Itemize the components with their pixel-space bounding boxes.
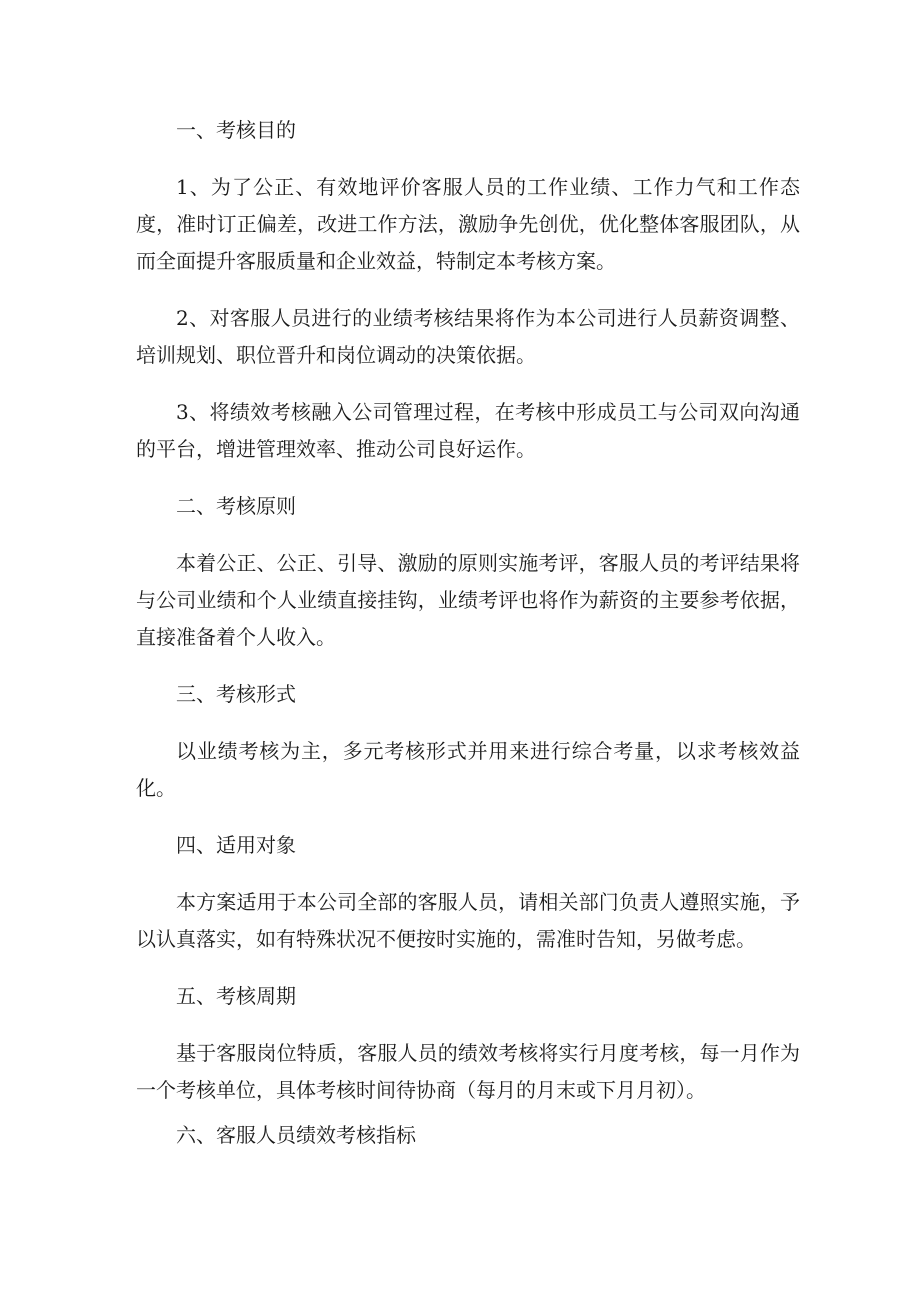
section-heading-cycle: 五、考核周期	[176, 984, 296, 1008]
section-heading-form: 三、考核形式	[176, 682, 296, 706]
section-heading-purpose: 一、考核目的	[176, 118, 296, 142]
paragraph-purpose-1: 1、为了公正、有效地评价客服人员的工作业绩、工作力气和工作态度，准时订正偏差，改进工作方法，激励争先创优，优化整体客服团队，从而全面提升客服质量和企业效益，特制定本考核方案。	[136, 175, 800, 273]
paragraph-purpose-2: 2、对客服人员进行的业绩考核结果将作为本公司进行人员薪资调整、培训规划、职位晋升和岗位调动的决策依据。	[136, 306, 800, 367]
paragraph-scope: 本方案适用于本公司全部的客服人员，请相关部门负责人遵照实施，予以认真落实，如有特殊状况不便按时实施的，需准时告知，另做考虑。	[136, 890, 800, 951]
paragraph-cycle: 基于客服岗位特质，客服人员的绩效考核将实行月度考核，每一月作为一个考核单位，具体考核时间待协商（每月的月末或下月月初）。	[136, 1041, 800, 1102]
paragraph-form: 以业绩考核为主，多元考核形式并用来进行综合考量，以求考核效益化。	[136, 739, 800, 800]
section-heading-indicators: 六、客服人员绩效考核指标	[176, 1123, 416, 1147]
paragraph-principles: 本着公正、公正、引导、激励的原则实施考评，客服人员的考评结果将与公司业绩和个人业绩直接挂钩，业绩考评也将作为薪资的主要参考依据，直接准备着个人收入。	[136, 551, 800, 649]
document-body	[136, 112, 800, 1154]
section-heading-scope: 四、适用对象	[176, 833, 296, 857]
paragraph-purpose-3: 3、将绩效考核融入公司管理过程，在考核中形成员工与公司双向沟通的平台，增进管理效率、推动公司良好运作。	[136, 400, 800, 461]
section-heading-principles: 二、考核原则	[176, 494, 296, 518]
